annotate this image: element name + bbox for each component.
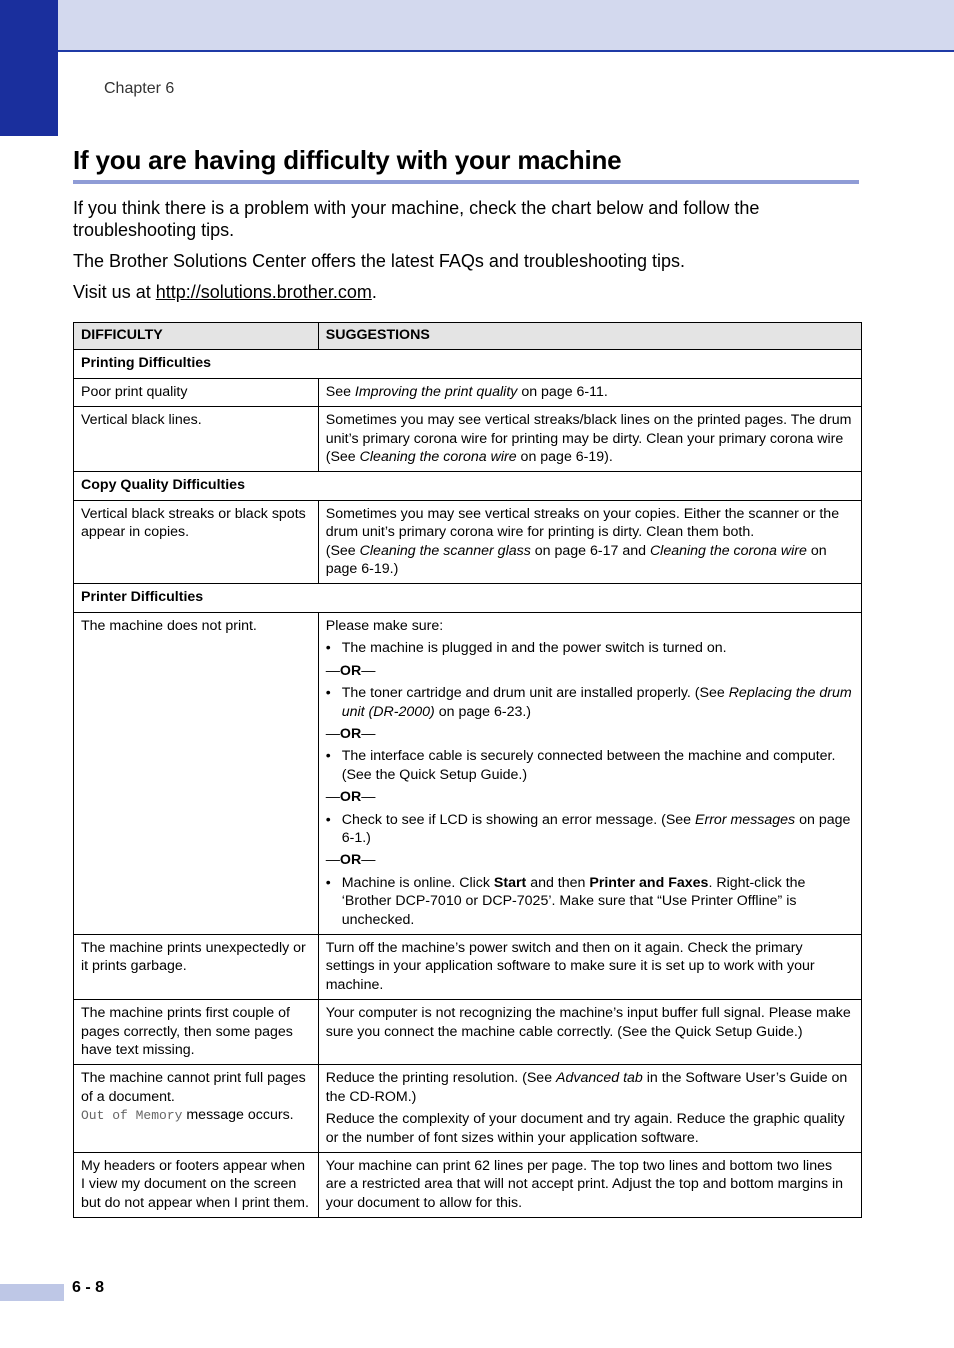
- suggestion-text: on page 6-11.: [517, 383, 608, 400]
- bullet-item: [326, 811, 854, 848]
- header-difficulty: DIFFICULTY: [74, 323, 319, 350]
- section-row-copy: [74, 472, 862, 500]
- suggestion-cell: [318, 1065, 861, 1153]
- table-row: [74, 378, 862, 406]
- difficulty-cell: The machine does not print.: [74, 612, 319, 934]
- footer-band: [0, 1284, 64, 1301]
- header-band: [0, 0, 954, 52]
- difficulty-cell: The machine prints unexpectedly or it prints garbage.: [74, 934, 319, 999]
- or-dash: —: [325, 725, 340, 742]
- page-number: 6 - 8: [72, 1279, 105, 1296]
- visit-suffix: .: [371, 282, 377, 302]
- cross-reference: Cleaning the corona wire: [649, 542, 807, 559]
- intro-paragraph-3: [73, 281, 853, 303]
- suggestion-text: [326, 1069, 854, 1106]
- suggestion-cell: Turn off the machine’s power switch and then on it again. Check the primary settings in your application software to make sure it is set up to work with your machine.: [318, 934, 861, 999]
- or-dash: —: [325, 789, 340, 806]
- or-word: OR: [339, 662, 362, 679]
- table-header-row: [74, 323, 862, 350]
- difficulty-cell: My headers or footers appear when I view my document on the screen but do not appear when I print them.: [74, 1153, 319, 1218]
- difficulty-cell: Vertical black streaks or black spots appear in copies.: [74, 500, 319, 584]
- or-separator: [326, 725, 854, 743]
- table-row: [74, 934, 862, 999]
- difficulty-cell: Vertical black lines.: [74, 407, 319, 472]
- table-row: [74, 407, 862, 472]
- suggestion-cell: [318, 500, 861, 584]
- suggestion-text: Sometimes you may see vertical streaks on your copies. Either the scanner or the drum unit’s primary corona wire for printing is dirty. Clean them both.: [325, 505, 840, 541]
- lcd-message: Out of Memory: [81, 1108, 183, 1124]
- title-underline: [73, 180, 859, 184]
- difficulty-cell: [74, 1065, 319, 1153]
- suggestion-text: on page 6-17 and: [530, 542, 650, 559]
- table-row: [74, 500, 862, 584]
- cross-reference: Advanced tab: [556, 1070, 643, 1087]
- suggestion-text: The machine is plugged in and the power switch is turned on.: [341, 640, 727, 657]
- suggestion-text: [326, 542, 854, 579]
- or-dash: —: [361, 725, 376, 742]
- suggestion-cell: [318, 612, 861, 934]
- or-word: OR: [339, 852, 362, 869]
- bullet-icon: •: [325, 811, 331, 828]
- suggestion-text: Machine is online. Click: [341, 874, 494, 891]
- start-menu-term: Start: [493, 874, 527, 891]
- or-dash: —: [361, 789, 376, 806]
- suggestion-cell: Your machine can print 62 lines per page. The top two lines and bottom two lines are a restricted area that will not accept print. Adjust the top and bottom margins in your document to allow for this.: [318, 1153, 861, 1218]
- section-row-printer: [74, 584, 862, 612]
- header-suggestions: SUGGESTIONS: [318, 323, 861, 350]
- bullet-item: [326, 874, 854, 929]
- suggestion-text: (See: [325, 542, 360, 559]
- bullet-item: [326, 684, 854, 721]
- table-row: [74, 612, 862, 934]
- suggestion-text: Check to see if LCD is showing an error message. (See: [341, 811, 696, 828]
- suggestion-text: Please make sure:: [325, 617, 444, 634]
- chapter-label: Chapter 6: [104, 80, 175, 97]
- suggestion-text: The toner cartridge and drum unit are installed properly. (See: [341, 685, 729, 702]
- difficulty-cell: The machine prints first couple of pages correctly, then some pages have text missing.: [74, 1000, 319, 1065]
- difficulty-cell: Poor print quality: [74, 378, 319, 406]
- suggestion-text: on page 6-19).: [516, 449, 613, 466]
- intro-paragraph-1: If you think there is a problem with your machine, check the chart below and follow the troubleshooting tips.: [73, 198, 760, 240]
- section-row-printing: [74, 350, 862, 378]
- or-dash: —: [325, 852, 340, 869]
- cross-reference: Improving the print quality: [354, 383, 518, 400]
- suggestion-text: The interface cable is securely connected between the machine and computer. (See the Quick Setup Guide.): [341, 748, 836, 783]
- solutions-center-link[interactable]: http://solutions.brother.com: [155, 282, 372, 302]
- or-dash: —: [325, 662, 340, 679]
- bullet-icon: •: [325, 685, 331, 702]
- visit-prefix: Visit us at: [73, 282, 156, 302]
- table-row: [74, 1065, 862, 1153]
- suggestion-text: Reduce the printing resolution. (See: [325, 1070, 557, 1087]
- cross-reference: Cleaning the corona wire: [359, 449, 517, 466]
- cross-reference: Cleaning the scanner glass: [359, 542, 531, 559]
- bullet-icon: •: [325, 874, 331, 891]
- difficulty-text: message occurs.: [182, 1107, 294, 1124]
- bullet-item: [326, 747, 854, 784]
- table-row: [74, 1153, 862, 1218]
- suggestion-text: See: [325, 383, 355, 400]
- suggestion-text: Sometimes you may see vertical streaks/black lines on the printed pages. The drum unit’s primary corona wire for printing may be dirty. Clean your primary corona wire (See: [325, 412, 852, 466]
- or-dash: —: [361, 662, 376, 679]
- suggestion-cell: [318, 407, 861, 472]
- bullet-icon: •: [325, 748, 331, 765]
- suggestion-cell: Your computer is not recognizing the machine’s input buffer full signal. Please make sure you connect the machine cable correctly. (See the Quick Setup Guide.): [318, 1000, 861, 1065]
- intro-paragraph-2: The Brother Solutions Center offers the latest FAQs and troubleshooting tips.: [73, 251, 686, 271]
- or-dash: —: [361, 852, 376, 869]
- section-title: Copy Quality Difficulties: [74, 472, 862, 500]
- suggestion-text: on page 6-1.): [341, 811, 851, 846]
- or-separator: [326, 851, 854, 869]
- suggestion-text: . Right-click the ‘Brother DCP-7010 or DCP-7025’. Make sure that “Use Printer Offline” is unchecked.: [341, 874, 806, 928]
- or-word: OR: [339, 789, 362, 806]
- chapter-tab-marker: [0, 0, 58, 136]
- difficulty-text: The machine cannot print full pages of a document.: [81, 1070, 306, 1105]
- cross-reference: Error messages: [695, 811, 796, 828]
- troubleshooting-table: [73, 322, 862, 1218]
- bullet-item: [326, 639, 854, 657]
- page-title: If you are having difficulty with your machine: [73, 145, 622, 175]
- or-separator: [326, 662, 854, 680]
- intro-text: [73, 197, 853, 312]
- section-title: Printing Difficulties: [74, 350, 862, 378]
- suggestion-cell: [318, 378, 861, 406]
- suggestion-text: and then: [526, 874, 590, 891]
- or-separator: [326, 788, 854, 806]
- or-word: OR: [339, 725, 362, 742]
- table-row: [74, 1000, 862, 1065]
- suggestion-text: in the Software User’s Guide on the CD-ROM.): [325, 1070, 848, 1105]
- suggestion-text: Reduce the complexity of your document and try again. Reduce the graphic quality or the number of font sizes within your application software.: [325, 1111, 845, 1146]
- cross-reference: Replacing the drum unit (DR-2000): [341, 685, 852, 720]
- suggestion-text: on page 6-23.): [434, 703, 532, 720]
- section-title: Printer Difficulties: [74, 584, 862, 612]
- bullet-icon: •: [325, 640, 331, 657]
- printers-faxes-term: Printer and Faxes: [589, 874, 709, 891]
- suggestion-text: on page 6-19.): [325, 542, 827, 578]
